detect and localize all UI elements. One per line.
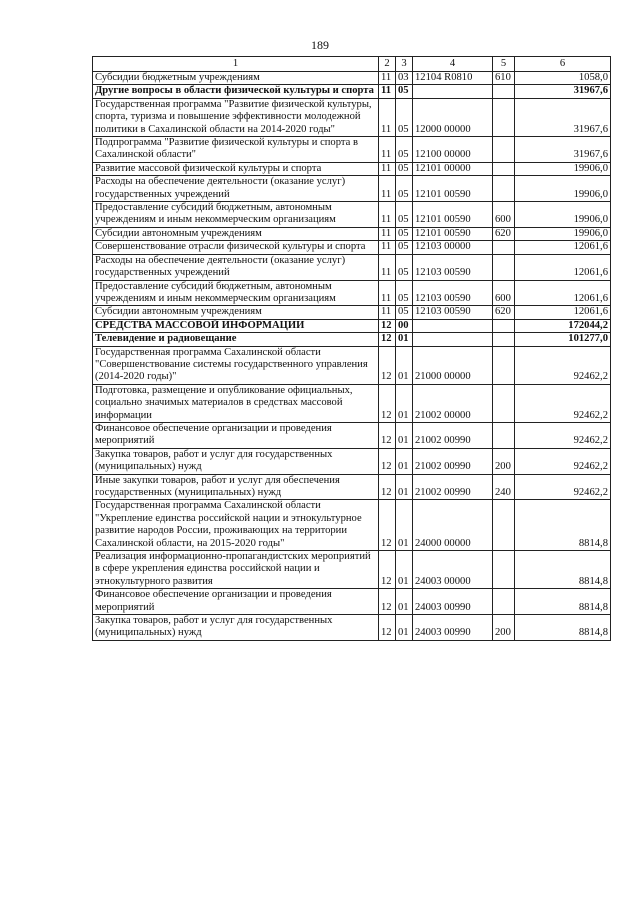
row-section-cell: 11 (379, 227, 396, 240)
row-expense-type-cell (493, 254, 515, 280)
table-row (93, 280, 611, 306)
row-expense-type-cell: 240 (493, 474, 515, 500)
row-section-cell: 11 (379, 241, 396, 254)
row-subsection-cell: 05 (396, 98, 413, 136)
column-header: 1 (93, 57, 379, 72)
row-amount-cell: 19906,0 (515, 202, 611, 228)
row-expense-type-cell (493, 137, 515, 163)
row-amount-cell: 92462,2 (515, 474, 611, 500)
row-expense-type-cell (493, 176, 515, 202)
row-name-cell: Государственная программа "Развитие физической культуры, спорта, туризма и повышение эффективности молодежной политики в Сахалинской области на 2014-2020 годы" (93, 98, 379, 136)
table-row (93, 319, 611, 332)
row-subsection-cell: 01 (396, 384, 413, 422)
row-section-cell: 11 (379, 85, 396, 98)
row-subsection-cell: 01 (396, 346, 413, 384)
row-name-cell: Субсидии бюджетным учреждениям (93, 72, 379, 85)
table-row (93, 422, 611, 448)
row-expense-type-cell (493, 319, 515, 332)
row-expense-type-cell (493, 333, 515, 346)
row-target-article-cell: 21000 00000 (413, 346, 493, 384)
row-expense-type-cell (493, 85, 515, 98)
table-row (93, 227, 611, 240)
row-target-article-cell: 12103 00590 (413, 254, 493, 280)
column-header: 2 (379, 57, 396, 72)
row-name-cell: Другие вопросы в области физической культуры и спорта (93, 85, 379, 98)
row-target-article-cell: 12101 00590 (413, 227, 493, 240)
row-expense-type-cell (493, 98, 515, 136)
row-section-cell: 12 (379, 384, 396, 422)
row-target-article-cell (413, 85, 493, 98)
row-name-cell: Подпрограмма "Развитие физической культуры и спорта в Сахалинской области" (93, 137, 379, 163)
row-expense-type-cell (493, 589, 515, 615)
row-section-cell: 12 (379, 422, 396, 448)
row-section-cell: 12 (379, 589, 396, 615)
row-subsection-cell: 05 (396, 202, 413, 228)
table-row (93, 448, 611, 474)
row-section-cell: 12 (379, 500, 396, 551)
table-row (93, 384, 611, 422)
row-amount-cell: 92462,2 (515, 346, 611, 384)
row-target-article-cell (413, 333, 493, 346)
row-amount-cell: 8814,8 (515, 589, 611, 615)
row-section-cell: 12 (379, 551, 396, 589)
table-row (93, 333, 611, 346)
row-name-cell: Государственная программа Сахалинской области "Совершенствование системы государственного управления (2014-2020 годы)" (93, 346, 379, 384)
row-target-article-cell: 12101 00590 (413, 202, 493, 228)
table-row (93, 202, 611, 228)
row-target-article-cell: 21002 00990 (413, 422, 493, 448)
row-amount-cell: 92462,2 (515, 448, 611, 474)
row-amount-cell: 92462,2 (515, 384, 611, 422)
row-target-article-cell: 21002 00990 (413, 474, 493, 500)
row-subsection-cell: 05 (396, 137, 413, 163)
row-section-cell: 12 (379, 448, 396, 474)
row-amount-cell: 12061,6 (515, 241, 611, 254)
row-target-article-cell: 12103 00000 (413, 241, 493, 254)
row-section-cell: 12 (379, 346, 396, 384)
row-amount-cell: 19906,0 (515, 227, 611, 240)
column-header: 6 (515, 57, 611, 72)
row-target-article-cell: 24000 00000 (413, 500, 493, 551)
row-target-article-cell: 12103 00590 (413, 280, 493, 306)
row-target-article-cell: 21002 00000 (413, 384, 493, 422)
row-target-article-cell: 21002 00990 (413, 448, 493, 474)
row-section-cell: 11 (379, 202, 396, 228)
row-expense-type-cell: 600 (493, 202, 515, 228)
row-section-cell: 12 (379, 615, 396, 641)
row-name-cell: Финансовое обеспечение организации и проведения мероприятий (93, 422, 379, 448)
row-section-cell: 11 (379, 162, 396, 175)
row-name-cell: Реализация информационно-пропагандистских мероприятий в сфере укрепления единства российской нации и этнокультурного развития (93, 551, 379, 589)
row-name-cell: Предоставление субсидий бюджетным, автономным учреждениям и иным некоммерческим организациям (93, 280, 379, 306)
row-expense-type-cell (493, 162, 515, 175)
row-name-cell: Закупка товаров, работ и услуг для государственных (муниципальных) нужд (93, 448, 379, 474)
row-name-cell: Развитие массовой физической культуры и спорта (93, 162, 379, 175)
row-subsection-cell: 05 (396, 306, 413, 319)
row-target-article-cell: 12101 00590 (413, 176, 493, 202)
row-section-cell: 11 (379, 176, 396, 202)
row-amount-cell: 101277,0 (515, 333, 611, 346)
table-row (93, 176, 611, 202)
row-target-article-cell: 12101 00000 (413, 162, 493, 175)
row-expense-type-cell: 600 (493, 280, 515, 306)
row-amount-cell: 8814,8 (515, 615, 611, 641)
row-expense-type-cell (493, 241, 515, 254)
row-subsection-cell: 01 (396, 615, 413, 641)
table-row (93, 98, 611, 136)
row-subsection-cell: 05 (396, 280, 413, 306)
row-target-article-cell: 12000 00000 (413, 98, 493, 136)
row-subsection-cell: 01 (396, 448, 413, 474)
table-row (93, 346, 611, 384)
table-row (93, 500, 611, 551)
table-row (93, 85, 611, 98)
row-name-cell: Субсидии автономным учреждениям (93, 306, 379, 319)
row-expense-type-cell: 200 (493, 448, 515, 474)
row-expense-type-cell: 200 (493, 615, 515, 641)
row-target-article-cell: 12104 R0810 (413, 72, 493, 85)
table-row (93, 551, 611, 589)
row-expense-type-cell: 620 (493, 227, 515, 240)
row-section-cell: 11 (379, 72, 396, 85)
table-header-row (93, 57, 611, 72)
row-amount-cell: 172044,2 (515, 319, 611, 332)
row-amount-cell: 12061,6 (515, 280, 611, 306)
row-section-cell: 12 (379, 333, 396, 346)
row-target-article-cell: 24003 00990 (413, 589, 493, 615)
row-amount-cell: 19906,0 (515, 162, 611, 175)
row-subsection-cell: 05 (396, 254, 413, 280)
row-expense-type-cell (493, 551, 515, 589)
row-section-cell: 11 (379, 254, 396, 280)
row-name-cell: Закупка товаров, работ и услуг для государственных (муниципальных) нужд (93, 615, 379, 641)
row-target-article-cell: 12100 00000 (413, 137, 493, 163)
row-name-cell: Телевидение и радиовещание (93, 333, 379, 346)
row-expense-type-cell: 620 (493, 306, 515, 319)
row-section-cell: 11 (379, 306, 396, 319)
row-expense-type-cell (493, 500, 515, 551)
row-subsection-cell: 05 (396, 162, 413, 175)
column-header: 4 (413, 57, 493, 72)
row-expense-type-cell (493, 384, 515, 422)
table-row (93, 474, 611, 500)
row-section-cell: 11 (379, 280, 396, 306)
row-target-article-cell (413, 319, 493, 332)
column-header: 5 (493, 57, 515, 72)
row-subsection-cell: 01 (396, 551, 413, 589)
row-amount-cell: 12061,6 (515, 254, 611, 280)
table-row (93, 615, 611, 641)
budget-table (92, 56, 611, 641)
table-row (93, 72, 611, 85)
row-section-cell: 11 (379, 98, 396, 136)
row-amount-cell: 8814,8 (515, 500, 611, 551)
row-expense-type-cell (493, 346, 515, 384)
row-subsection-cell: 01 (396, 589, 413, 615)
row-name-cell: Совершенствование отрасли физической культуры и спорта (93, 241, 379, 254)
row-name-cell: Финансовое обеспечение организации и проведения мероприятий (93, 589, 379, 615)
row-name-cell: Государственная программа Сахалинской области "Укрепление единства российской нации и этнокультурное развитие народов России, проживающих на территории Сахалинской области, на 2015-2020 годы" (93, 500, 379, 551)
row-subsection-cell: 01 (396, 500, 413, 551)
table-row (93, 162, 611, 175)
row-name-cell: Субсидии автономным учреждениям (93, 227, 379, 240)
row-subsection-cell: 05 (396, 227, 413, 240)
table-row (93, 306, 611, 319)
row-amount-cell: 19906,0 (515, 176, 611, 202)
row-amount-cell: 31967,6 (515, 85, 611, 98)
row-target-article-cell: 12103 00590 (413, 306, 493, 319)
table-row (93, 137, 611, 163)
table-row (93, 241, 611, 254)
row-expense-type-cell (493, 422, 515, 448)
row-name-cell: СРЕДСТВА МАССОВОЙ ИНФОРМАЦИИ (93, 319, 379, 332)
row-amount-cell: 8814,8 (515, 551, 611, 589)
row-expense-type-cell: 610 (493, 72, 515, 85)
row-target-article-cell: 24003 00990 (413, 615, 493, 641)
row-name-cell: Расходы на обеспечение деятельности (оказание услуг) государственных учреждений (93, 254, 379, 280)
row-amount-cell: 92462,2 (515, 422, 611, 448)
row-target-article-cell: 24003 00000 (413, 551, 493, 589)
row-subsection-cell: 01 (396, 333, 413, 346)
row-section-cell: 12 (379, 319, 396, 332)
row-name-cell: Подготовка, размещение и опубликование официальных, социально значимых материалов в средствах массовой информации (93, 384, 379, 422)
row-name-cell: Предоставление субсидий бюджетным, автономным учреждениям и иным некоммерческим организациям (93, 202, 379, 228)
row-name-cell: Иные закупки товаров, работ и услуг для обеспечения государственных (муниципальных) нужд (93, 474, 379, 500)
row-subsection-cell: 00 (396, 319, 413, 332)
row-subsection-cell: 05 (396, 176, 413, 202)
row-section-cell: 12 (379, 474, 396, 500)
row-amount-cell: 12061,6 (515, 306, 611, 319)
row-subsection-cell: 01 (396, 422, 413, 448)
row-subsection-cell: 05 (396, 85, 413, 98)
row-subsection-cell: 05 (396, 241, 413, 254)
row-subsection-cell: 03 (396, 72, 413, 85)
table-row (93, 589, 611, 615)
row-section-cell: 11 (379, 137, 396, 163)
row-subsection-cell: 01 (396, 474, 413, 500)
page-number: 189 (311, 38, 329, 52)
table-row (93, 254, 611, 280)
row-amount-cell: 31967,6 (515, 98, 611, 136)
column-header: 3 (396, 57, 413, 72)
row-name-cell: Расходы на обеспечение деятельности (оказание услуг) государственных учреждений (93, 176, 379, 202)
row-amount-cell: 1058,0 (515, 72, 611, 85)
row-amount-cell: 31967,6 (515, 137, 611, 163)
